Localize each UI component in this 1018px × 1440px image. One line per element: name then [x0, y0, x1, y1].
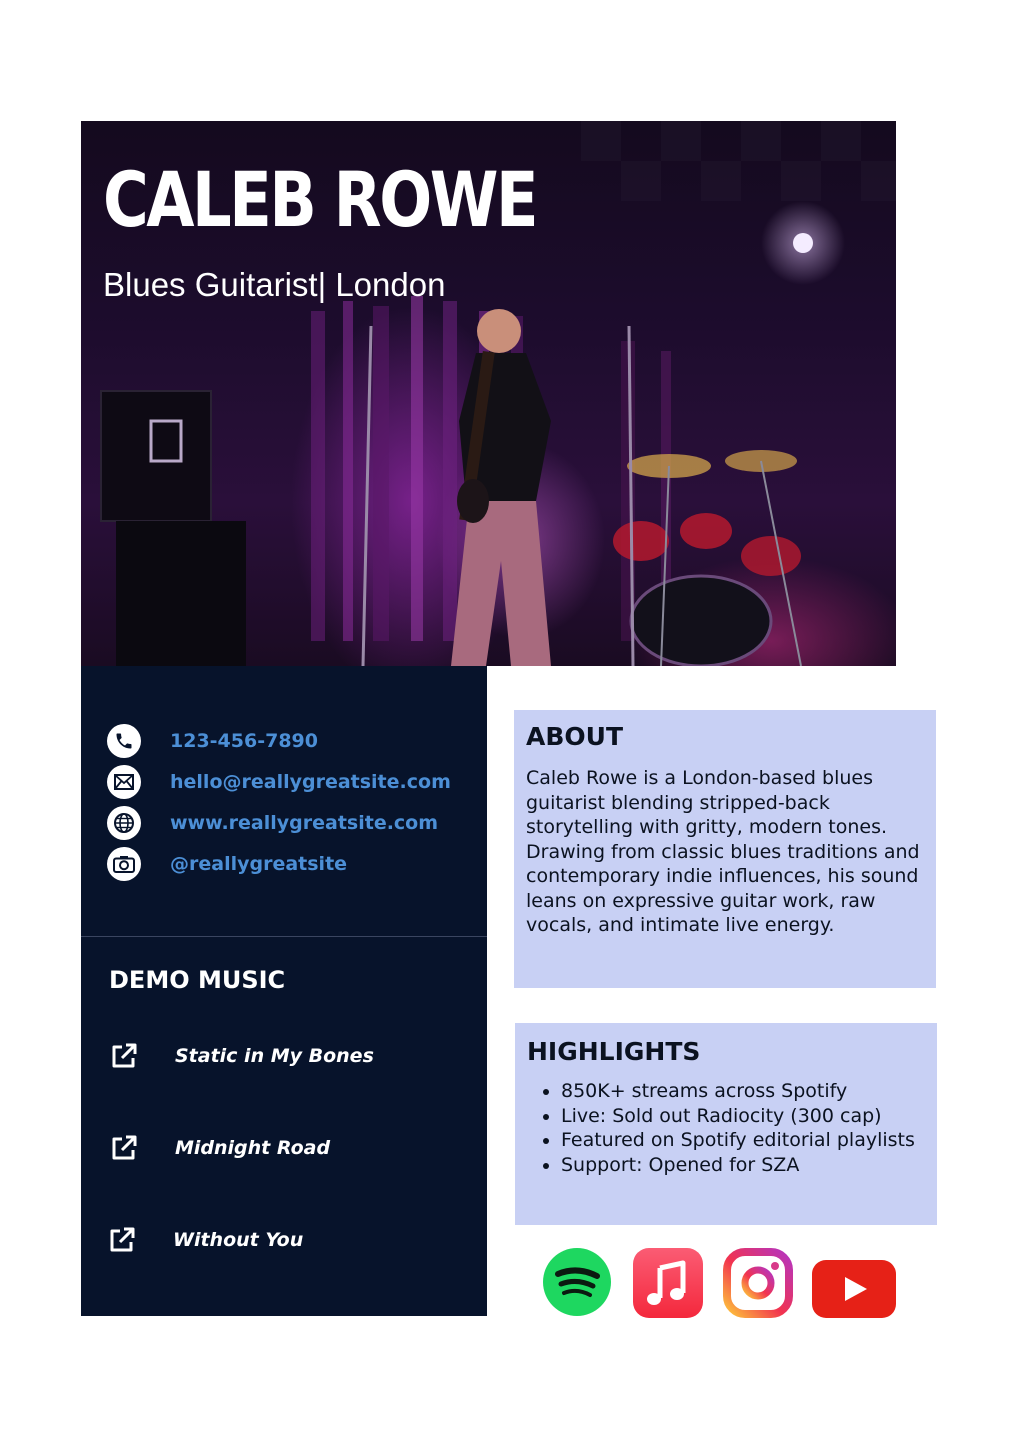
youtube-icon[interactable]: [812, 1260, 896, 1318]
track-title: Midnight Road: [175, 1137, 331, 1159]
globe-icon: [107, 806, 141, 840]
phone-number: 123-456-7890: [170, 730, 318, 752]
hero-photo: [81, 121, 896, 666]
contact-website[interactable]: [107, 805, 438, 841]
website-url: www.reallygreatsite.com: [170, 812, 439, 834]
about-card: [514, 710, 936, 988]
highlight-item: • Featured on Spotify editorial playlists: [561, 1128, 925, 1153]
email-address: hello@reallygreatsite.com: [170, 771, 451, 793]
contact-social-handle[interactable]: [107, 846, 347, 882]
highlights-list: [527, 1079, 925, 1177]
instagram-icon[interactable]: [723, 1248, 793, 1318]
apple-music-icon[interactable]: [633, 1248, 703, 1318]
highlights-card: [515, 1023, 937, 1225]
highlight-item: • 850K+ streams across Spotify: [561, 1079, 925, 1104]
social-handle: @reallygreatsite: [170, 853, 348, 875]
external-link-icon: [107, 1225, 137, 1255]
external-link-icon: [109, 1133, 139, 1163]
demo-track-link[interactable]: [109, 1039, 374, 1073]
phone-icon: [107, 724, 141, 758]
highlights-heading: HIGHLIGHTS: [527, 1037, 701, 1066]
artist-subtitle: Blues Guitarist| London: [103, 266, 446, 303]
about-text: Caleb Rowe is a London-based blues guitarist blending stripped-back storytelling with gritty, modern tones. Drawing from classic blues traditions and contemporary indie influences, his sound leans on expressive guitar work, raw vocals, and intimate live energy.: [526, 767, 920, 936]
demo-track-link[interactable]: [107, 1223, 303, 1257]
panel-divider: [81, 936, 487, 937]
camera-icon: [107, 847, 141, 881]
highlight-item: • Support: Opened for SZA: [561, 1153, 925, 1178]
demo-music-heading: DEMO MUSIC: [109, 966, 286, 994]
spotify-icon[interactable]: [543, 1248, 611, 1316]
email-icon: [107, 765, 141, 799]
highlight-item: • Live: Sold out Radiocity (300 cap): [561, 1104, 925, 1129]
external-link-icon: [109, 1041, 139, 1071]
track-title: Without You: [173, 1229, 304, 1251]
demo-track-link[interactable]: [109, 1131, 330, 1165]
artist-name: CALEB ROWE: [103, 155, 537, 244]
contact-phone[interactable]: [107, 723, 318, 759]
about-heading: ABOUT: [526, 722, 624, 751]
track-title: Static in My Bones: [175, 1045, 374, 1067]
contact-panel: [81, 666, 487, 1316]
contact-email[interactable]: [107, 764, 451, 800]
